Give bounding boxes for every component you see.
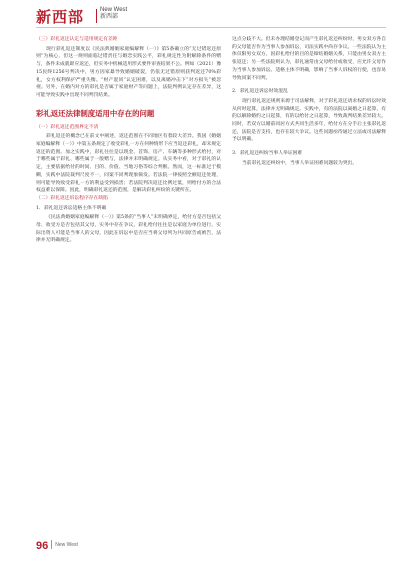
paragraph: 《民法典婚姻家庭编解释（一）》第5条的“当事人”未明确界定，给付方是否包括父母、收受方是否包括其父母，实务中存在争议。彩礼给付往往是以家庭为单位进行，实际出资人可能是当事人的父母，因此在诉讼中是否应当将父母列为共同原告或被告，法律并无明确规定。	[36, 215, 221, 244]
left-column	[36, 36, 221, 245]
subheading-2-3: 3．彩礼返还纠纷当事人举证困难	[232, 151, 303, 157]
page-footer	[36, 536, 78, 554]
right-column	[232, 36, 386, 168]
magazine-logo: 新西部	[36, 8, 85, 26]
paragraph: 彩礼返还的概念已在前文中阐述，返还范围在不同地区有着较大差异。我国《婚姻家庭编解释（一）》中第五条规定了收受彩礼一方在何种情形下应当返还彩礼，却未规定返还的范围。加之实践中，彩礼往往是以现金、首饰、房产、车辆等多种形式给付，对于哪些属于彩礼、哪些属于一般赠与，法律并未明确规定。从实务中看，对于彩礼的认定，主要依据给付的时间、目的、价值、当地习俗等综合判断。然而，这一标准过于模糊，实践中法院裁判尺度不一，同案不同判现象频发。若法院一律按照全额返还处理，则可能导致收受彩礼一方的利益受到损害；若法院判决返还比例过低，则给付方的合法权益难以保障。因此，明确彩礼返还的范围，是解决彩礼纠纷的关键所在。	[36, 134, 221, 194]
paragraph: 这点分歧不大。但未办理结婚登记而产生彩礼返还纠纷时，男女双方各自的父母能否作为当事人参加诉讼，司法实践中尚存争议。一些法院认为主体仅限男女双方，因彩礼给付的目的是缔结婚姻关系，只能由男女双方主张返还；另一些法院则认为，彩礼通常由父母给付或收受，应允许父母作为当事人参加诉讼。适格主体不明确，影响了当事人诉权的行使，也容易导致同案不同判。	[232, 37, 386, 81]
subheading-2-2: 2．彩礼返还诉讼时效混乱	[232, 89, 288, 95]
subheading-1: （一）彩礼返还范围界定不清	[36, 124, 99, 130]
footer-divider	[51, 540, 52, 549]
subheading-2-1: 1．彩礼返还诉讼适格主体不明确	[36, 205, 107, 211]
logo-english	[100, 7, 127, 21]
page-number: 96	[36, 540, 49, 552]
page-header	[0, 0, 402, 30]
subheading-2: （二）彩礼返还诉讼程序存在缺陷	[36, 195, 108, 201]
logo-english-line1: New West	[100, 7, 128, 13]
logo-divider	[96, 9, 97, 23]
logo-english-line2: 新西部	[100, 14, 119, 20]
paragraph: 当前彩礼返还纠纷中，当事人举证困难问题较为突出。	[242, 160, 358, 166]
paragraph: 现行彩礼返还规则来源于司法解释，对于彩礼返还请求权的诉讼时效从何时起算，法律并无明确规定。实践中，有的法院以离婚之日起算，有的以解除婚约之日起算，有的以给付之日起算，导致裁判结果差异较大。同时，若双方以婚前同居方式共同生活多年，给付方在分手后主张彩礼返还，法院是否支持，也存在较大争议。这些问题亟待通过立法或司法解释予以明确。	[232, 98, 386, 143]
section-title: 彩礼返还法律制度适用中存在的问题	[36, 108, 155, 118]
footer-magazine: New West	[55, 541, 78, 548]
header-rule	[36, 27, 386, 28]
subheading-3: （三）彩礼返还认定与适用规定有差距	[36, 37, 118, 42]
paragraph: 现行彩礼返还制度以《民法典婚姻家庭编解释（一）》第5条确立的“无过错返还原则”为核心，但这一规则面临过错责任与婚恋实践公平，彩礼规定性为附解除条件的赠与，条件未成就即应返还，但实务中机械适用形式要件审查结果不公。例如（2021）豫15民终1256号判决中，男方因家暴导致婚姻破裂，仍依无过错原则获判返还70%彩礼，女方权利保护严重失衡。“财产混同”认定困难，以及离婚冲击下“对方损失”被忽视。另外，在婚内对方的彩礼是否属于家庭财产等问题上，法院判例认定存在差异，这可能导致实践中出现不同判罚结果。	[36, 46, 221, 98]
